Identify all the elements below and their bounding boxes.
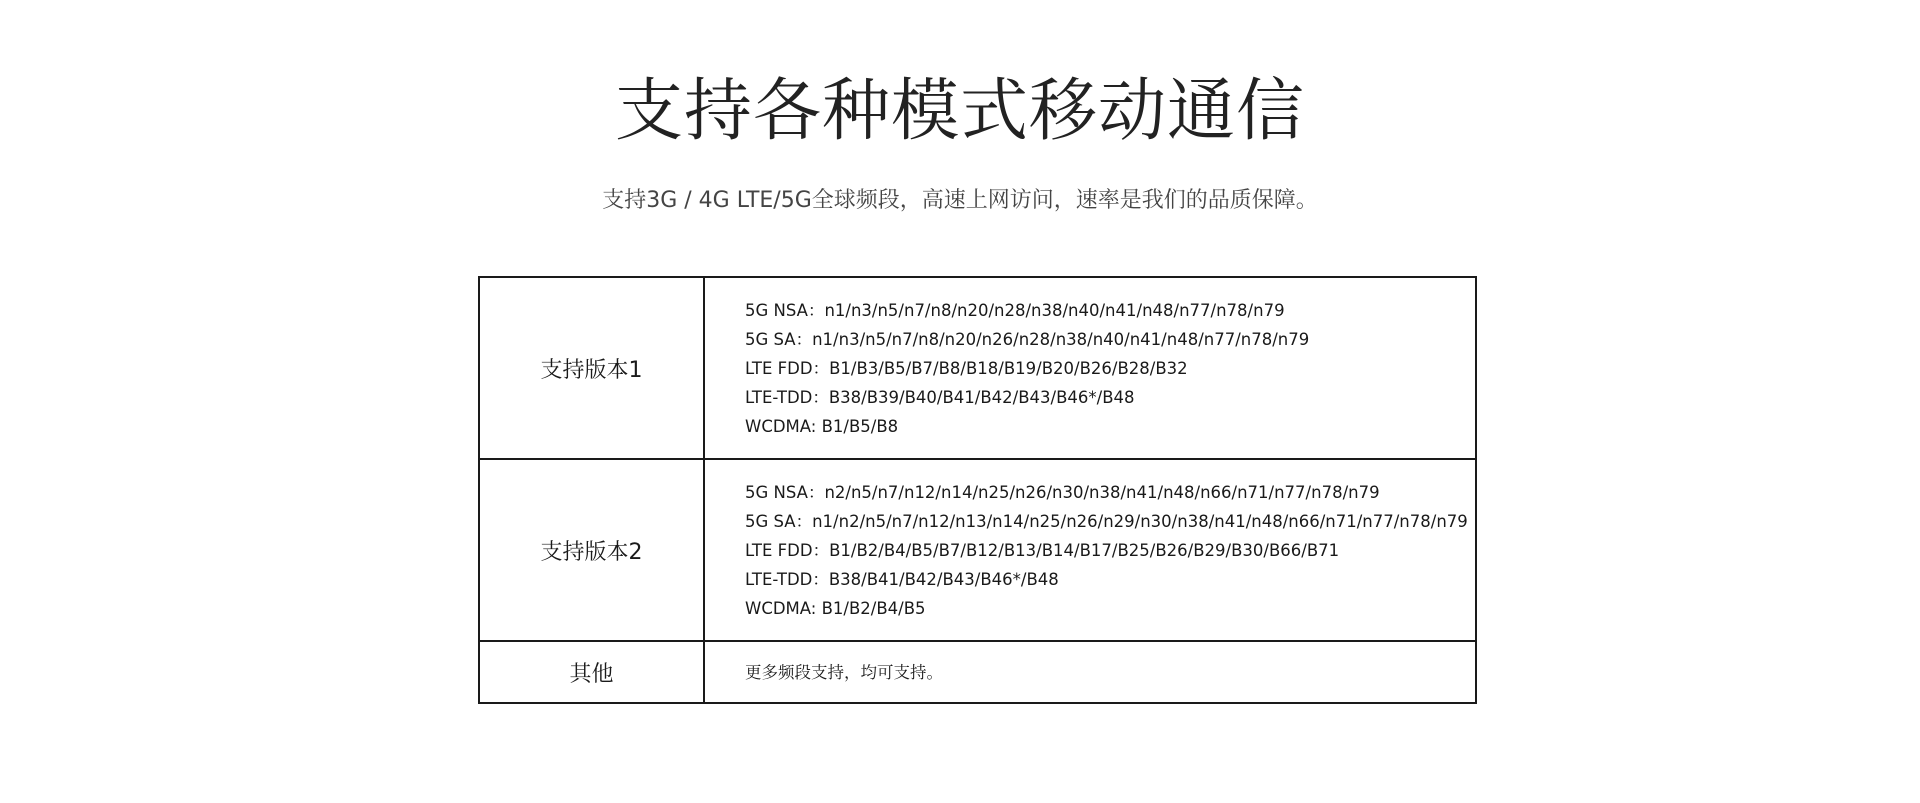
band-line-lte-tdd: LTE-TDD：B38/B41/B42/B43/B46*/B48 — [745, 569, 1059, 589]
row-label: 支持版本1 — [479, 277, 704, 459]
table-row — [479, 459, 1476, 641]
band-line-wcdma: WCDMA: B1/B2/B4/B5 — [745, 598, 926, 618]
band-line-5g-nsa: 5G NSA：n1/n3/n5/n7/n8/n20/n28/n38/n40/n41/n48/n77/n78/n79 — [745, 300, 1285, 320]
row-label: 支持版本2 — [479, 459, 704, 641]
band-line-5g-sa: 5G SA：n1/n3/n5/n7/n8/n20/n26/n28/n38/n40/n41/n48/n77/n78/n79 — [745, 329, 1310, 349]
row-bands — [704, 277, 1476, 459]
row-label: 其他 — [479, 641, 704, 703]
table-row — [479, 641, 1476, 703]
page-subtitle: 支持3G / 4G LTE/5G全球频段，高速上网访问，速率是我们的品质保障。 — [602, 188, 1318, 213]
band-support-table — [478, 276, 1477, 704]
row-bands — [704, 459, 1476, 641]
band-line-5g-nsa: 5G NSA：n2/n5/n7/n12/n14/n25/n26/n30/n38/n41/n48/n66/n71/n77/n78/n79 — [745, 482, 1380, 502]
band-line-other: 更多频段支持，均可支持。 — [745, 662, 943, 682]
band-line-wcdma: WCDMA: B1/B5/B8 — [745, 416, 899, 436]
row-bands — [704, 641, 1476, 703]
band-line-lte-tdd: LTE-TDD：B38/B39/B40/B41/B42/B43/B46*/B48 — [745, 387, 1135, 407]
band-line-5g-sa: 5G SA：n1/n2/n5/n7/n12/n13/n14/n25/n26/n29/n30/n38/n41/n48/n66/n71/n77/n78/n79 — [745, 511, 1468, 531]
band-line-lte-fdd: LTE FDD：B1/B2/B4/B5/B7/B12/B13/B14/B17/B25/B26/B29/B30/B66/B71 — [745, 540, 1340, 560]
table-row — [479, 277, 1476, 459]
band-line-lte-fdd: LTE FDD：B1/B3/B5/B7/B8/B18/B19/B20/B26/B28/B32 — [745, 358, 1188, 378]
page-title: 支持各种模式移动通信 — [614, 72, 1305, 151]
